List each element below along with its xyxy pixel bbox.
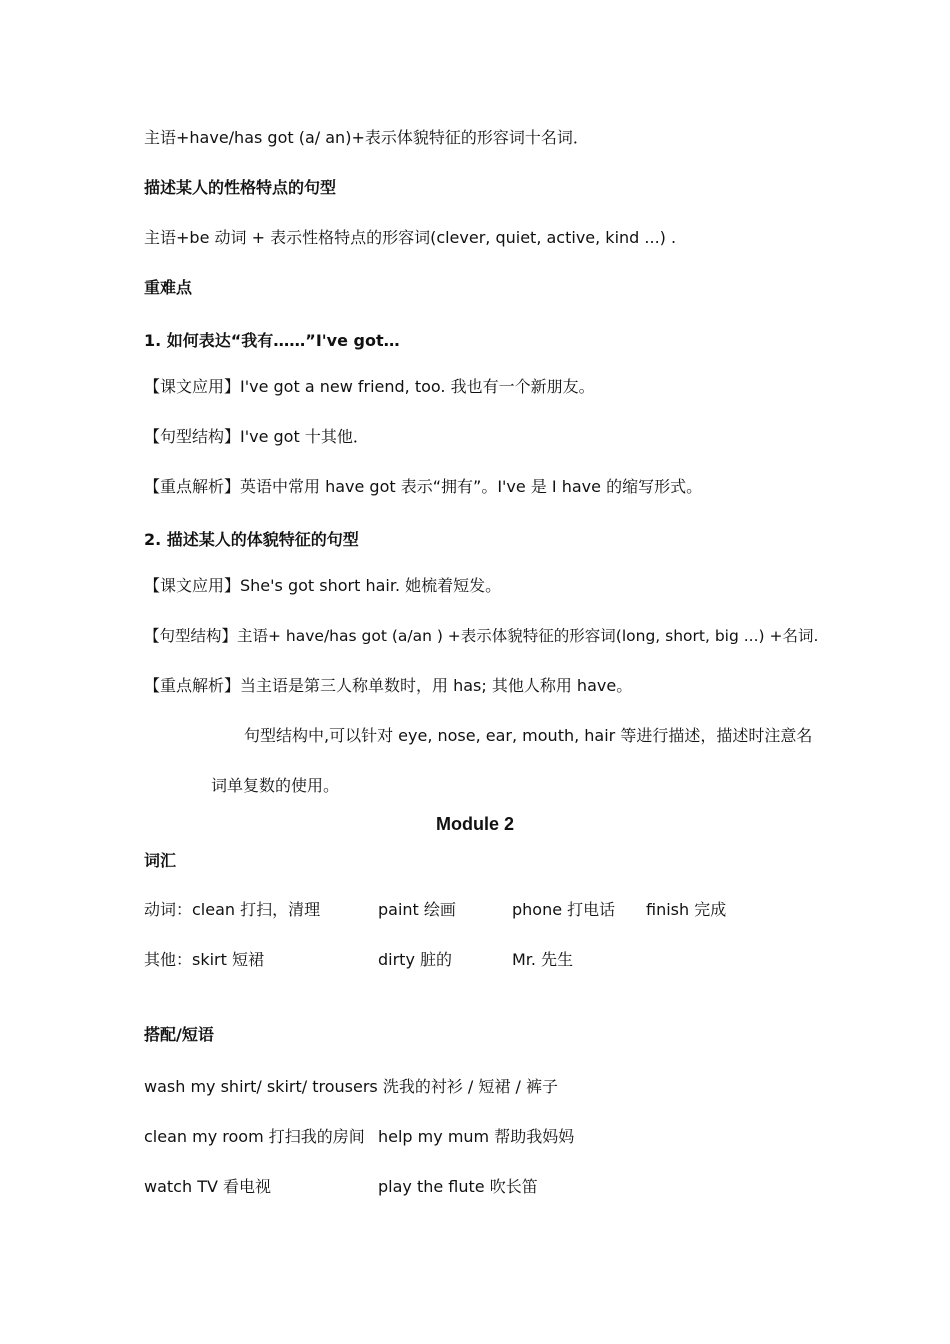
vocab-item: phone 打电话: [512, 900, 616, 919]
line-text-application-2: 【课文应用】She's got short hair. 她梳着短发。: [144, 576, 502, 595]
phrase-item: play the flute 吹长笛: [378, 1177, 538, 1196]
line-sentence-structure-appearance: 主语+have/has got (a/ an)+表示体貌特征的形容词十名词．: [144, 128, 589, 147]
heading-point-2: 2. 描述某人的体貌特征的句型: [144, 530, 359, 549]
vocab-item: 动词：clean 打扫，清理: [144, 900, 321, 919]
line-analysis-2-continued: 句型结构中,可以针对 eye, nose, ear, mouth, hair 等进行描述，描述时注意名: [244, 726, 813, 745]
vocab-item: Mr. 先生: [512, 950, 574, 969]
heading-point-1: 1. 如何表达“我有……”I've got…: [144, 331, 400, 350]
heading-key-points: 重难点: [144, 278, 193, 297]
heading-phrases: 搭配/短语: [144, 1025, 214, 1044]
phrase-item: help my mum 帮助我妈妈: [378, 1127, 575, 1146]
module-title: Module 2: [435, 814, 514, 834]
line-analysis-1: 【重点解析】英语中常用 have got 表示“拥有”。I've 是 I have 的缩写形式。: [144, 477, 703, 496]
line-analysis-2-wrap: 词单复数的使用。: [211, 776, 340, 795]
heading-personality-pattern: 描述某人的性格特点的句型: [144, 178, 337, 197]
phrase-item: clean my room 打扫我的房间: [144, 1127, 365, 1146]
vocab-item: finish 完成: [646, 900, 727, 919]
line-sentence-structure-personality: 主语+be 动词 + 表示性格特点的形容词(clever, quiet, active, kind ...) .: [144, 228, 677, 247]
line-sentence-structure-1: 【句型结构】I've got 十其他．: [144, 427, 369, 446]
line-sentence-structure-2: 【句型结构】主语+ have/has got (a/an ) +表示体貌特征的形容词(long, short, big ...) +名词.: [144, 627, 819, 645]
phrase-item: wash my shirt/ skirt/ trousers 洗我的衬衫 / 短裙 / 裤子: [144, 1077, 558, 1096]
phrase-item: watch TV 看电视: [144, 1177, 271, 1196]
line-text-application-1: 【课文应用】I've got a new friend, too. 我也有一个新朋友。: [144, 377, 595, 396]
heading-vocabulary: 词汇: [144, 851, 177, 870]
line-analysis-2: 【重点解析】当主语是第三人称单数时，用 has; 其他人称用 have。: [144, 676, 633, 695]
vocab-item: paint 绘画: [378, 900, 456, 919]
vocab-item: 其他：skirt 短裙: [144, 950, 264, 969]
vocab-item: dirty 脏的: [378, 950, 453, 969]
